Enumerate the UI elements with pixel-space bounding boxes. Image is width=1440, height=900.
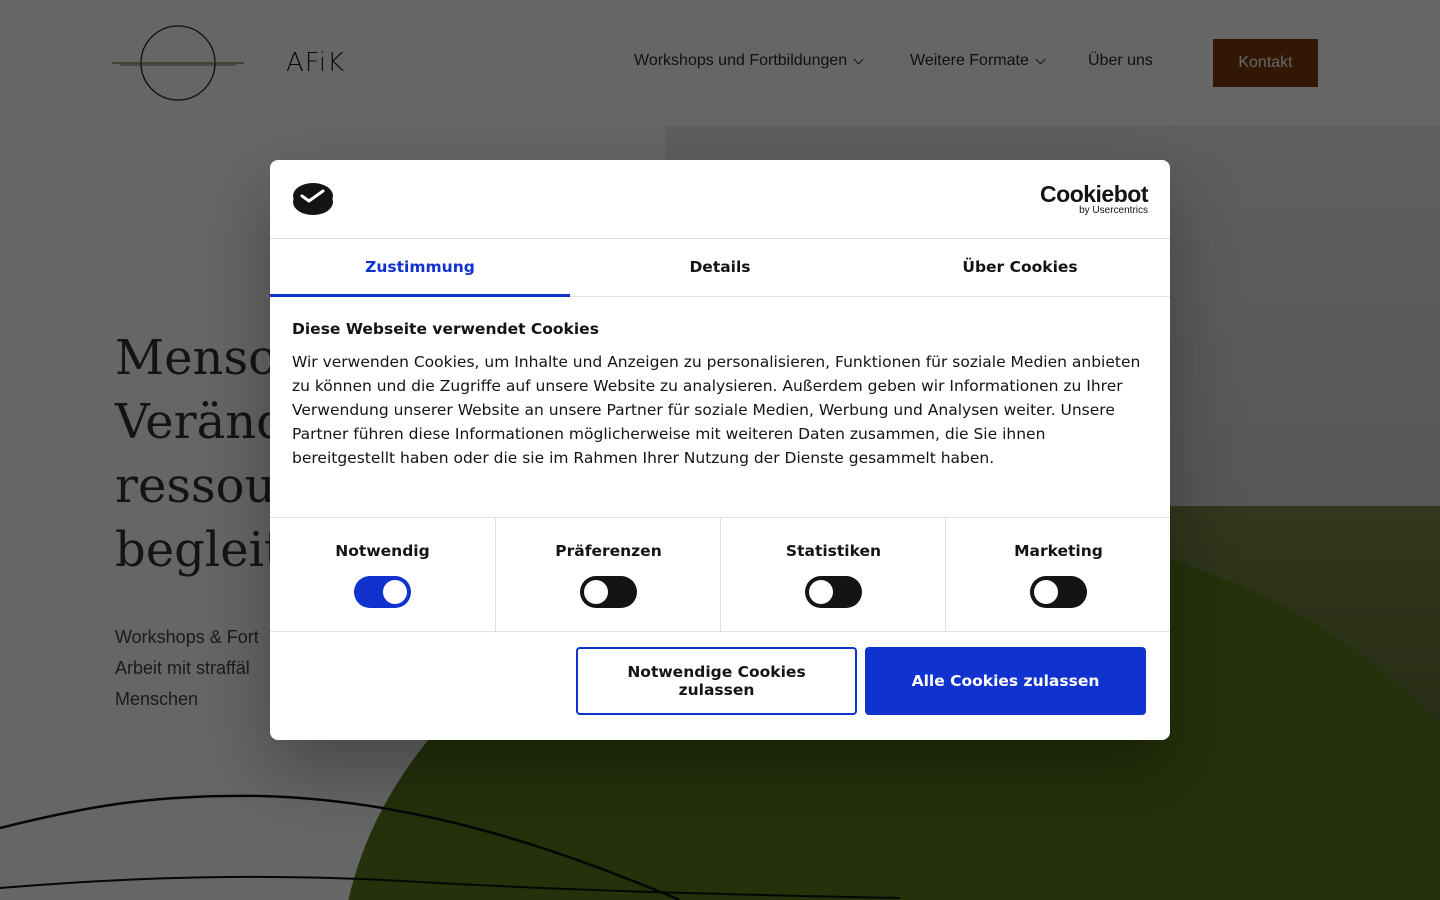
toggle-knob	[584, 580, 608, 604]
dialog-title: Diese Webseite verwendet Cookies	[292, 320, 599, 338]
dialog-description: Wir verwenden Cookies, um Inhalte und Anzeigen zu personalisieren, Funktionen für soziale Medien anbieten zu können und die Zugriffe auf unsere Website zu analysieren. Außerdem geben wir Informationen zu Ihrer Verwendung unserer Website an unsere Partner für soziale Medien, Werbung und Analysen weiter. Unsere Partner führen diese Informationen möglicherweise mit weiteren Daten zusammen, die Sie ihnen bereitgestellt haben oder die sie im Rahmen Ihrer Nutzung der Dienste gesammelt haben.	[292, 353, 1141, 467]
toggle-praeferenzen[interactable]	[580, 576, 637, 608]
toggle-knob	[1034, 580, 1058, 604]
tab-zustimmung[interactable]: Zustimmung	[270, 238, 570, 296]
toggle-knob	[809, 580, 833, 604]
toggle-notwendig[interactable]	[354, 576, 411, 608]
cookiebot-logo-name: Cookiebot	[1040, 181, 1148, 207]
cookie-consent-dialog	[270, 160, 1170, 740]
dialog-header	[270, 160, 1170, 239]
tab-details[interactable]: Details	[689, 258, 751, 276]
toggle-cell-notwendig	[270, 518, 495, 631]
toggle-statistiken[interactable]	[805, 576, 862, 608]
toggle-label-statistiken: Statistiken	[785, 542, 882, 560]
cookiebot-logo-sub: by Usercentrics	[1079, 205, 1148, 216]
allow-necessary-cookies-button[interactable]: Notwendige Cookies zulassen	[576, 647, 857, 715]
toggle-cell-statistiken	[720, 518, 946, 631]
toggle-label-marketing: Marketing	[1014, 542, 1103, 560]
dialog-tabs	[270, 238, 1170, 297]
toggle-label-notwendig: Notwendig	[335, 542, 430, 560]
toggle-knob	[383, 580, 407, 604]
toggle-marketing[interactable]	[1030, 576, 1087, 608]
tab-ueber-cookies[interactable]: Über Cookies	[962, 258, 1078, 276]
toggle-label-praeferenzen: Präferenzen	[555, 542, 662, 560]
consent-toggles	[270, 517, 1170, 632]
toggle-cell-marketing	[945, 518, 1170, 631]
cookiebot-cookie-icon	[292, 182, 334, 216]
toggle-cell-praeferenzen	[495, 518, 721, 631]
cookiebot-logo[interactable]	[1040, 182, 1148, 216]
allow-all-cookies-button[interactable]: Alle Cookies zulassen	[865, 647, 1146, 715]
